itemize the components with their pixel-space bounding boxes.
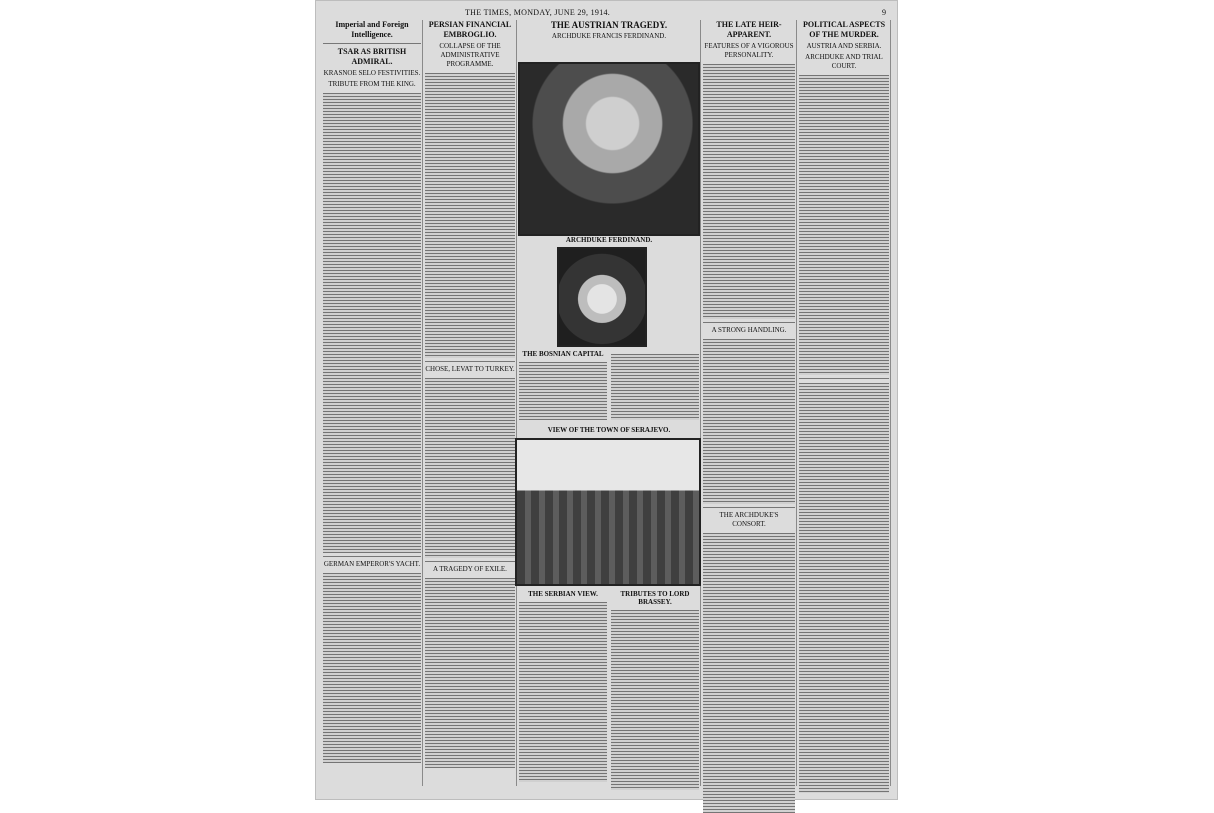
divider [703, 507, 795, 508]
article-text [703, 533, 795, 813]
subheadline: TRIBUTE FROM THE KING. [328, 80, 416, 88]
masthead-text: THE TIMES, MONDAY, JUNE 29, 1914. [465, 8, 611, 17]
article-text [703, 64, 795, 319]
article-text [519, 602, 607, 782]
article-text [611, 354, 699, 420]
article-title: TRIBUTES TO LORD BRASSEY. [620, 590, 690, 606]
article-text [611, 610, 699, 790]
headline: THE LATE HEIR-APPARENT. [716, 20, 782, 39]
left-article-box [519, 350, 607, 420]
article-text [425, 73, 515, 358]
article-text [323, 573, 421, 763]
subheadline: KRASNOE SELO FESTIVITIES. [323, 69, 421, 77]
subheadline: A TRAGEDY OF EXILE. [433, 565, 507, 573]
divider [323, 43, 421, 44]
column-1 [323, 20, 421, 786]
divider [425, 361, 515, 362]
column-5 [799, 20, 889, 786]
subheadline: CHOSE, LEVAT TO TURKEY. [425, 365, 515, 373]
bottom-left-article [519, 590, 607, 786]
newspaper-page [315, 0, 898, 800]
column-4 [703, 20, 795, 786]
headline: THE AUSTRIAN TRAGEDY. [550, 20, 668, 30]
subheadline: AUSTRIA AND SERBIA. [806, 42, 882, 50]
section-title: Imperial and Foreign Intelligence. [335, 20, 409, 39]
article-text [799, 75, 889, 375]
divider [703, 322, 795, 323]
page-number: 9 [882, 8, 886, 17]
subheadline: FEATURES OF A VIGOROUS PERSONALITY. [704, 42, 794, 59]
headline: PERSIAN FINANCIAL EMBROGLIO. [428, 20, 512, 39]
subheadline: A STRONG HANDLING. [711, 326, 787, 334]
headline: POLITICAL ASPECTS OF THE MURDER. [802, 20, 886, 39]
article-title: THE SERBIAN VIEW. [528, 590, 598, 598]
divider [799, 378, 889, 379]
article-title: THE BOSNIAN CAPITAL [522, 350, 604, 358]
subheadline: THE ARCHDUKE'S CONSORT. [719, 511, 779, 528]
article-text [703, 339, 795, 504]
subheadline: ARCHDUKE AND TRIAL COURT. [805, 53, 883, 70]
article-text [519, 362, 607, 420]
subheadline: ARCHDUKE FRANCIS FERDINAND. [551, 32, 667, 40]
right-article-box [611, 350, 699, 420]
caption: VIEW OF THE TOWN OF SERAJEVO. [547, 426, 671, 434]
divider [425, 561, 515, 562]
archduchess-portrait [557, 247, 647, 347]
subheadline: COLLAPSE OF THE ADMINISTRATIVE PROGRAMME. [439, 42, 501, 68]
headline: TSAR AS BRITISH ADMIRAL. [337, 47, 407, 66]
subheadline: GERMAN EMPEROR'S YACHT. [323, 560, 421, 568]
archduke-portrait [518, 62, 700, 236]
serajevo-photo [515, 438, 701, 586]
article-text [425, 578, 515, 768]
divider [323, 556, 421, 557]
article-text [323, 93, 421, 553]
bottom-right-article [611, 590, 699, 786]
caption: ARCHDUKE FERDINAND. [565, 236, 653, 244]
article-text [799, 383, 889, 793]
article-text [425, 378, 515, 558]
column-2 [425, 20, 515, 786]
